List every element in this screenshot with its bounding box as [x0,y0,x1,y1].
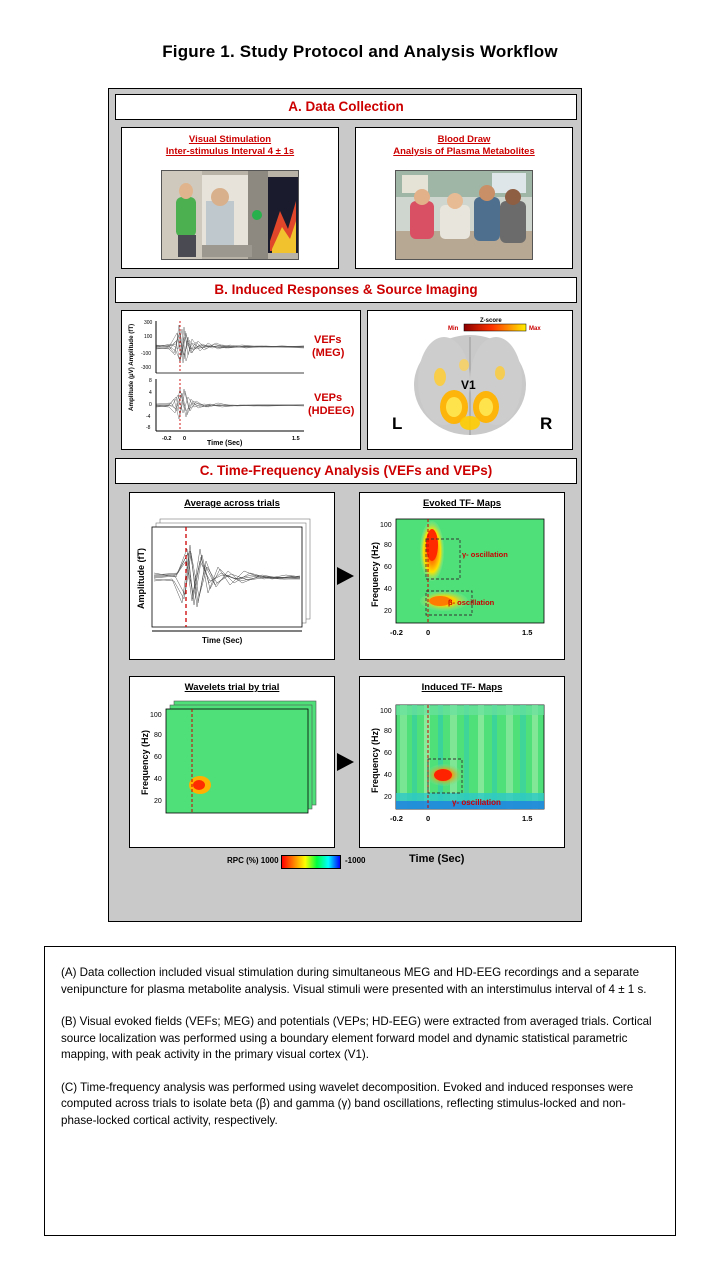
panel-a-left-box [121,127,339,269]
svg-text:(HDEEG): (HDEEG) [308,405,355,417]
svg-text:100: 100 [150,712,162,719]
svg-text:L: L [392,414,403,433]
panel-c-wavelets-title: Wavelets trial by trial [184,682,280,693]
svg-text:0: 0 [183,436,187,442]
svg-text:40: 40 [384,772,392,779]
svg-text:0: 0 [426,628,431,637]
panel-a-right-box [355,127,573,269]
blood-draw-photo [395,170,533,260]
panel-a-left-caption-line1: Visual Stimulation [188,134,272,145]
svg-text:Z-score: Z-score [480,318,502,324]
panel-c-wavelets-box [129,676,335,848]
visual-stimulation-photo [161,170,299,260]
svg-text:1.5: 1.5 [522,628,533,637]
rpc-colorbar [281,855,341,869]
svg-text:60: 60 [384,750,392,757]
svg-text:Frequency (Hz): Frequency (Hz) [370,727,380,793]
svg-text:R: R [540,414,553,433]
svg-text:20: 20 [384,608,392,615]
svg-text:60: 60 [154,754,162,761]
svg-text:β- oscillation: β- oscillation [448,598,495,607]
svg-text:(MEG): (MEG) [312,347,345,359]
svg-text:-0.2: -0.2 [162,436,172,442]
caption-paragraph-a: (A) Data collection included visual stimulation during simultaneous MEG and HD-EEG recordings and a separate venipuncture for plasma metabolite analysis. Visual stimuli were presented with an interstimulus interval of 4 ± 1 s. [61,966,647,996]
svg-text:Time (Sec): Time (Sec) [202,636,243,645]
panel-c-header: C. Time-Frequency Analysis (VEFs and VEPs) [115,458,577,484]
panel-c-average-trials-title: Average across trials [184,498,280,509]
panel-c-evoked-tf-title: Evoked TF- Maps [422,498,502,509]
svg-text:40: 40 [384,586,392,593]
svg-text:100: 100 [144,334,153,340]
panel-c-average-trials-box [129,492,335,660]
panel-a-right-caption-line2: Analysis of Plasma Metabolites [393,145,535,157]
workflow-arrow-bottom [337,753,354,771]
svg-text:0: 0 [426,814,431,823]
svg-text:80: 80 [384,728,392,735]
svg-text:80: 80 [384,542,392,549]
panel-c-evoked-tf-box [359,492,565,660]
figure-title: Figure 1. Study Protocol and Analysis Workflow [162,42,558,61]
svg-text:1.5: 1.5 [292,436,300,442]
svg-text:-0.2: -0.2 [390,814,403,823]
svg-text:60: 60 [384,564,392,571]
svg-text:8: 8 [149,378,152,384]
panel-a-header: A. Data Collection [115,94,577,120]
panel-b-header: B. Induced Responses & Source Imaging [115,277,577,303]
rpc-legend-label: RPC (%) 1000 [227,856,279,865]
svg-text:0: 0 [149,402,152,408]
svg-text:VEPs: VEPs [314,392,343,404]
svg-text:γ- oscillation: γ- oscillation [452,798,501,807]
svg-text:-100: -100 [141,351,152,357]
svg-text:300: 300 [144,320,153,326]
svg-text:Amplitude (fT): Amplitude (fT) [136,548,146,609]
svg-text:Min: Min [448,326,459,332]
svg-text:1.5: 1.5 [522,814,533,823]
caption-paragraph-b: (B) Visual evoked fields (VEFs; MEG) and potentials (VEPs; HD-EEG) were extracted from averaged trials. Cortical source localization was performed using a boundary element forward model and dynamic statistical parametric mapping, with peak activity in the primary visual cortex (V1). [61,1015,652,1061]
panel-b-source-imaging-box [367,310,573,450]
svg-text:-0.2: -0.2 [390,628,403,637]
svg-text:Amplitude (µV) Amplitude (fT): Amplitude (µV) Amplitude (fT) [128,323,135,411]
svg-text:100: 100 [380,522,392,529]
svg-text:Time (Sec): Time (Sec) [207,440,243,447]
svg-text:VEFs: VEFs [314,334,342,346]
panel-a-left-caption-line2: Inter-stimulus Interval 4 ± 1s [165,145,295,157]
svg-text:20: 20 [154,798,162,805]
figure-caption [44,946,676,1236]
panel-c-xaxis-label: Time (Sec) [409,853,465,865]
svg-text:Frequency (Hz): Frequency (Hz) [370,541,380,607]
svg-text:Max: Max [529,326,541,332]
svg-text:80: 80 [154,732,162,739]
caption-paragraph-c: (C) Time-frequency analysis was performed using wavelet decomposition. Evoked and induced responses were computed across trials to isolate beta (β) and gamma (γ) band oscillations, reflecting stimulus-locked and non-phase-locked cortical activity, respectively. [61,1080,634,1127]
svg-text:-300: -300 [141,365,152,371]
panel-a-left-caption [122,128,338,157]
svg-text:V1: V1 [461,378,476,392]
panel-c-induced-tf-box [359,676,565,848]
svg-text:γ- oscillation: γ- oscillation [462,550,508,559]
panel-a-right-caption [356,128,572,157]
panel-a-right-caption-line1: Blood Draw [437,134,491,145]
svg-text:4: 4 [149,390,152,396]
panel-c-induced-tf-title: Induced TF- Maps [421,682,503,693]
svg-text:100: 100 [380,708,392,715]
svg-text:Frequency (Hz): Frequency (Hz) [140,729,150,795]
svg-text:20: 20 [384,794,392,801]
rpc-legend-max: -1000 [345,856,366,865]
svg-text:-4: -4 [146,414,151,420]
svg-text:40: 40 [154,776,162,783]
panel-b-waveform-box [121,310,361,450]
figure-frame [108,88,582,922]
svg-text:-8: -8 [146,425,151,431]
workflow-arrow-top [337,567,354,585]
